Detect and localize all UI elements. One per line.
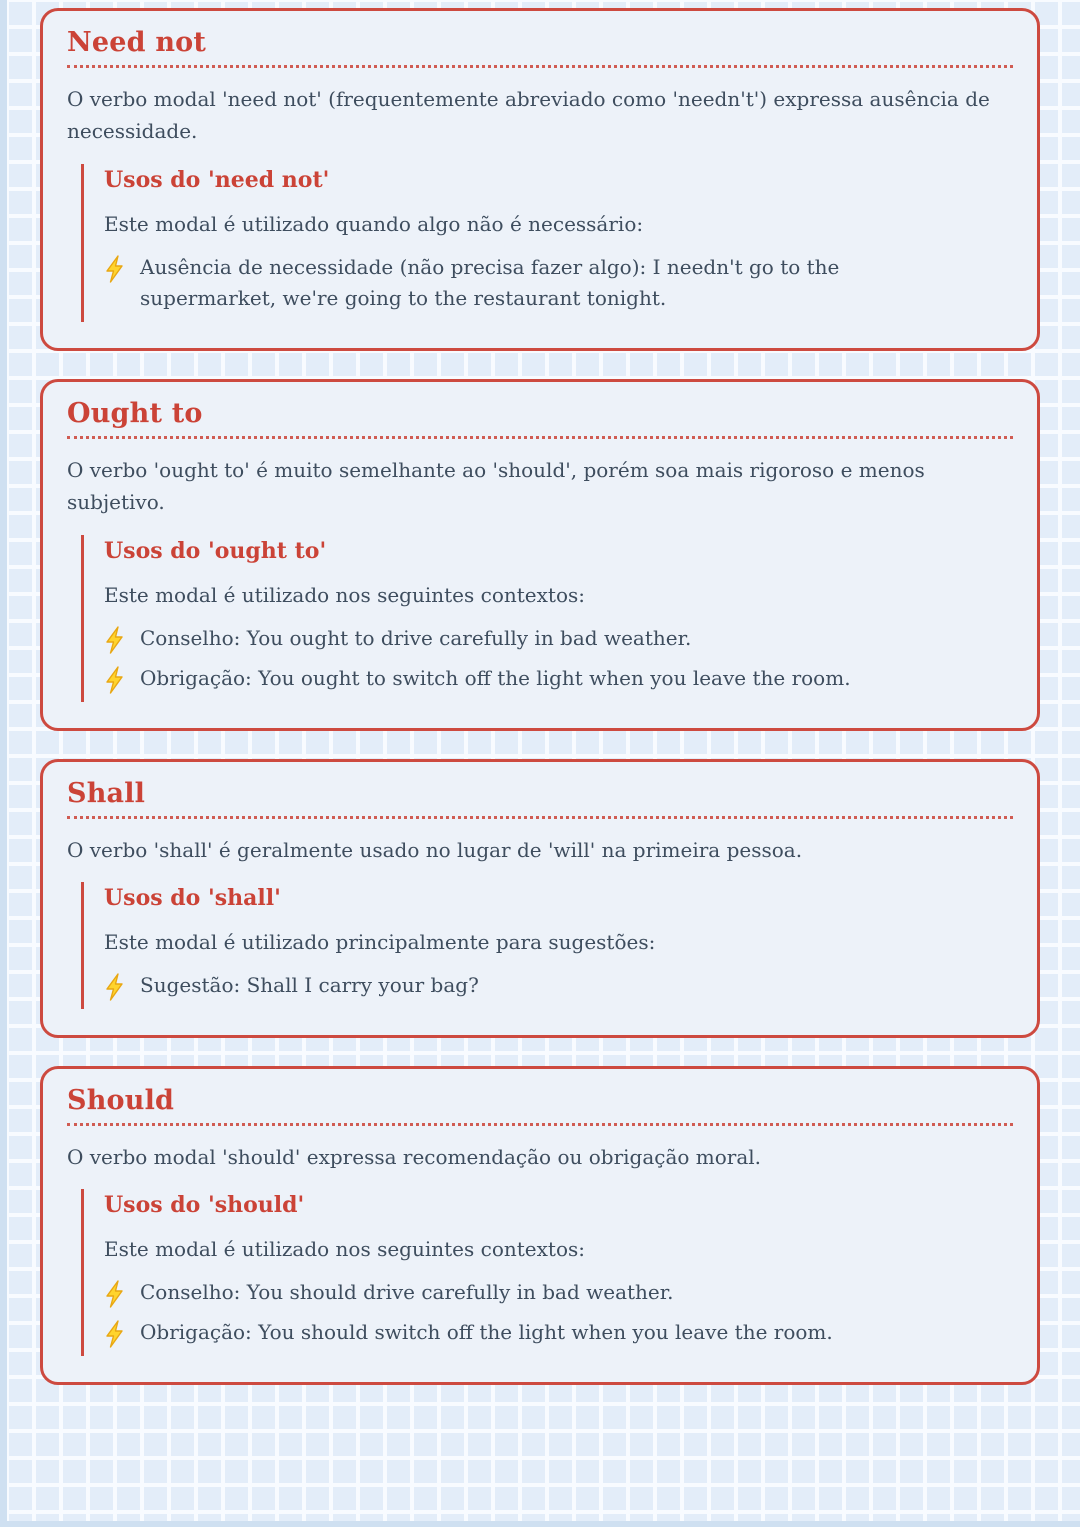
list-item-text: Ausência de necessidade (não precisa fazer algo): I needn't go to the supermarket, we're going to the restaurant tonight. — [140, 254, 840, 310]
usage-intro: Este modal é utilizado quando algo não é necessário: — [104, 211, 644, 236]
dotted-divider — [67, 436, 1013, 439]
usage-heading: Usos do 'shall' — [104, 884, 281, 911]
list-item-text: Conselho: You ought to drive carefully in bad weather. — [140, 625, 692, 650]
usage-heading: Usos do 'should' — [104, 1192, 305, 1219]
list-item — [104, 663, 1013, 694]
list-item — [104, 970, 1013, 1001]
lightning-icon — [104, 666, 125, 694]
dotted-divider — [67, 1123, 1013, 1126]
lightning-icon — [104, 1320, 125, 1348]
list-item-text: Obrigação: You ought to switch off the light when you leave the room. — [140, 665, 851, 690]
list-item-text: Obrigação: You should switch off the light when you leave the room. — [140, 1320, 833, 1345]
lightning-icon — [104, 255, 125, 283]
card-description: O verbo 'shall' é geralmente usado no lugar de 'will' na primeira pessoa. — [67, 837, 803, 862]
usage-list — [104, 252, 1013, 314]
lightning-icon — [104, 1280, 125, 1308]
usage-intro: Este modal é utilizado nos seguintes contextos: — [104, 1237, 585, 1262]
usage-block — [81, 535, 1013, 702]
dotted-divider — [67, 816, 1013, 819]
lightning-icon — [104, 626, 125, 654]
usage-heading: Usos do 'ought to' — [104, 537, 327, 564]
list-item — [104, 623, 1013, 654]
usage-list — [104, 970, 1013, 1001]
card-should — [40, 1066, 1040, 1385]
card-title: Ought to — [67, 397, 203, 429]
list-item-text: Conselho: You should drive carefully in bad weather. — [140, 1280, 674, 1305]
list-item-text: Sugestão: Shall I carry your bag? — [140, 972, 479, 997]
card-shall — [40, 759, 1040, 1038]
usage-block — [81, 882, 1013, 1009]
usage-block — [81, 164, 1013, 322]
usage-intro: Este modal é utilizado nos seguintes contextos: — [104, 582, 585, 607]
dotted-divider — [67, 65, 1013, 68]
list-item — [104, 1317, 1013, 1348]
card-ought-to — [40, 379, 1040, 731]
usage-list — [104, 623, 1013, 694]
lightning-icon — [104, 973, 125, 1001]
usage-heading: Usos do 'need not' — [104, 166, 330, 193]
card-title: Should — [67, 1084, 175, 1116]
usage-list — [104, 1277, 1013, 1348]
card-title: Shall — [67, 777, 146, 809]
card-title: Need not — [67, 27, 207, 58]
card-need-not — [40, 8, 1040, 351]
card-description: O verbo modal 'need not' (frequentemente abreviado como 'needn't') expressa ausência de necessidade. — [67, 87, 990, 144]
card-description: O verbo 'ought to' é muito semelhante ao 'should', porém soa mais rigoroso e menos subjetivo. — [67, 457, 925, 515]
usage-intro: Este modal é utilizado principalmente para sugestões: — [104, 929, 656, 954]
card-description: O verbo modal 'should' expressa recomendação ou obrigação moral. — [67, 1144, 762, 1169]
list-item — [104, 1277, 1013, 1308]
list-item — [104, 252, 1013, 314]
usage-block — [81, 1189, 1013, 1356]
